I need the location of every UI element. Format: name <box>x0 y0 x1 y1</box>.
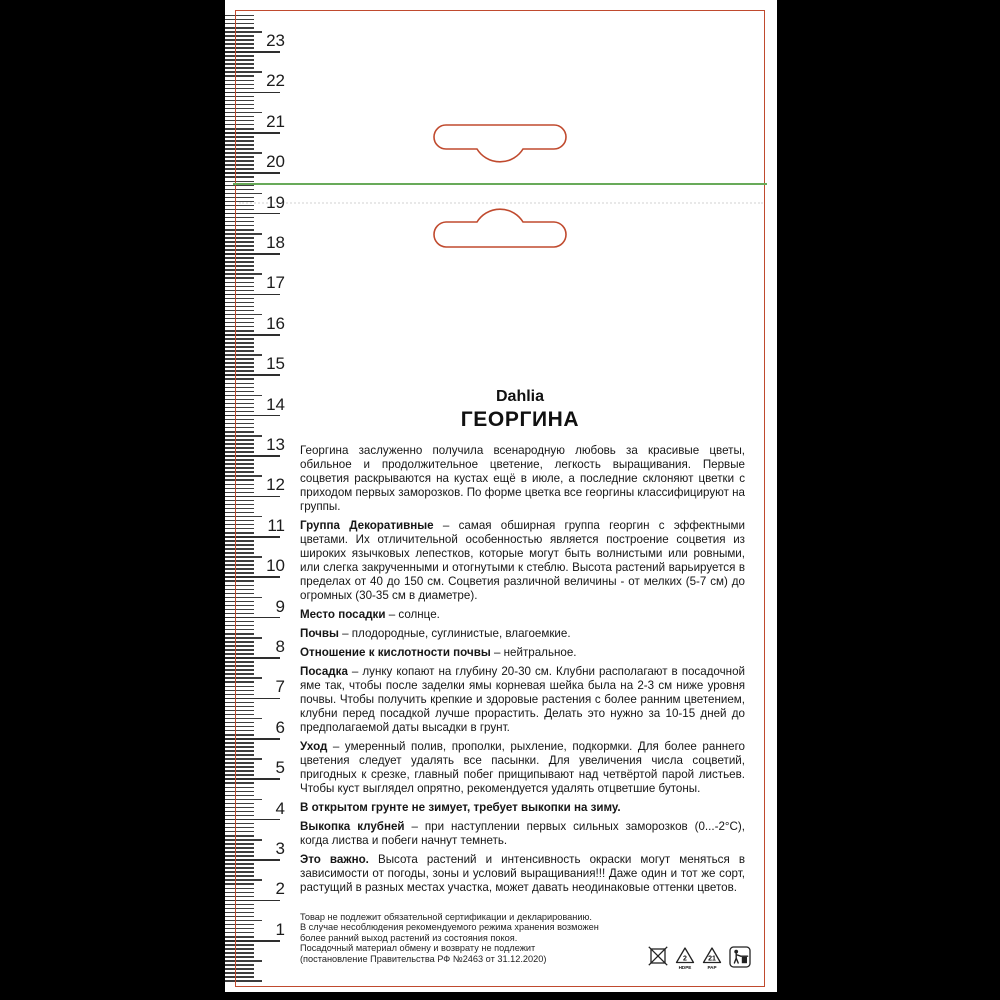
do-not-litter-icon <box>648 946 668 966</box>
legal-line: Посадочный материал обмену и возврату не подлежит <box>300 943 536 954</box>
page-title: ГЕОРГИНА <box>460 408 580 431</box>
recycling-pap-icon <box>702 946 722 971</box>
fold-line <box>233 183 767 185</box>
paragraph: Георгина заслуженно получила всенародную любовь за красивые цветы, обильное и продолжительное цветение, легкость выращивания. Первые соцветия раскрываются на кустах ещё в июле, а последние склоняют цветки с приходом первых заморозков. По форме цветка все георгины классифицируют на группы. <box>300 444 745 513</box>
paragraph: Место посадки – солнце. <box>300 608 440 621</box>
ruler-number: 9 <box>275 596 285 616</box>
ruler-number: 14 <box>266 394 285 414</box>
ruler-number: 4 <box>275 798 285 818</box>
legal-line: (постановление Правительства РФ №2463 от 31.12.2020) <box>300 953 547 964</box>
description-text <box>300 444 745 895</box>
ruler-number: 1 <box>275 919 285 939</box>
ruler-number: 8 <box>275 637 285 656</box>
ruler-number: 22 <box>266 71 285 91</box>
ruler-number: 11 <box>267 515 285 535</box>
ruler-number: 21 <box>266 111 285 131</box>
ruler-number: 17 <box>266 273 285 293</box>
paragraph: Посадка – лунку копают на глубину 20-30 см. Клубни располагают в посадочной яме так, чтобы после заделки ямы корневая шейка была на 2-3 см ниже уровня почвы. Чтобы получить крепкие и здоровые растения с более ранним цветением, клубни перед посадкой лучше прорастить. Делать это нужно за 10-15 дней до предполагаемой даты высадки в грунт. <box>300 665 745 734</box>
svg-text:PAP: PAP <box>707 965 717 970</box>
ruler-number: 16 <box>266 313 285 333</box>
paragraph: Уход – умеренный полив, прополки, рыхление, подкормки. Для более раннего цветения следует удалять все пасынки. Для увеличения числа соцветий, пригодных к срезке, главный побег прищипывают над четвёртой парой листьев. Чтобы куст выглядел опрятно, рекомендуется удалять отцветшие бутоны. <box>300 740 745 795</box>
ruler-number: 10 <box>266 556 285 576</box>
seed-packet-back <box>225 0 777 992</box>
ruler-number: 15 <box>266 354 285 374</box>
paragraph: Выкопка клубней – при наступлении первых сильных заморозков (0...-2°С), когда листва и побеги начнут темнеть. <box>300 820 745 847</box>
ruler-number: 13 <box>266 435 285 454</box>
ruler-number: 23 <box>266 31 285 50</box>
paragraph: Почвы – плодородные, суглинистые, влагоемкие. <box>300 627 571 640</box>
title-block <box>300 388 740 431</box>
ruler-number: 18 <box>266 233 285 252</box>
ruler-number: 12 <box>266 475 285 495</box>
packaging-icons <box>648 946 751 971</box>
ruler-number: 19 <box>266 192 285 212</box>
svg-text:21: 21 <box>708 955 716 963</box>
paragraph: В открытом грунте не зимует, требует выкопки на зиму. <box>300 801 621 814</box>
perforation-line <box>239 202 763 204</box>
tidy-man-icon <box>729 946 751 968</box>
hang-slot-bottom <box>434 209 566 247</box>
svg-text:HDPE: HDPE <box>678 965 692 970</box>
recycling-hdpe-icon <box>675 946 695 971</box>
ruler-number: 5 <box>275 758 285 778</box>
legal-line: В случае несоблюдения рекомендуемого режима хранения возможен <box>300 922 599 933</box>
hang-slot-top <box>434 125 566 162</box>
ruler-number: 6 <box>275 717 285 737</box>
paragraph: Отношение к кислотности почвы – нейтральное. <box>300 646 577 659</box>
euro-slot-cutouts <box>225 0 777 300</box>
legal-text <box>300 912 645 964</box>
ruler-number: 3 <box>275 839 285 858</box>
ruler-number: 20 <box>266 152 285 172</box>
paragraph: Группа Декоративные – самая обширная группа георгин с эффектными цветами. Их отличительной особенностью является построение соцветия из широких язычковых лепестков, которые могут быть волнистыми или ровными, или слегка закрученными и отогнутыми к стеблю. Высота растений варьируется в пределах от 40 до 150 см. Соцветия различной величины - от мелких (5-7 см) до огромных (30-35 см в диаметре). <box>300 519 745 602</box>
latin-name: Dahlia <box>495 388 544 405</box>
legal-line: более ранний выход растений из состояния покоя. <box>300 932 518 943</box>
ruler-number: 7 <box>275 677 285 697</box>
paragraph: Это важно. Высота растений и интенсивность окраски могут меняться в зависимости от погоды, зоны и условий выращивания!!! Даже один и тот же сорт, растущий в разных местах участка, может давать неодинаковые оттенки цветов. <box>300 853 745 894</box>
ruler-number: 2 <box>275 879 285 899</box>
legal-line: Товар не подлежит обязательной сертификации и декларированию. <box>300 912 592 922</box>
svg-text:2: 2 <box>683 955 687 963</box>
